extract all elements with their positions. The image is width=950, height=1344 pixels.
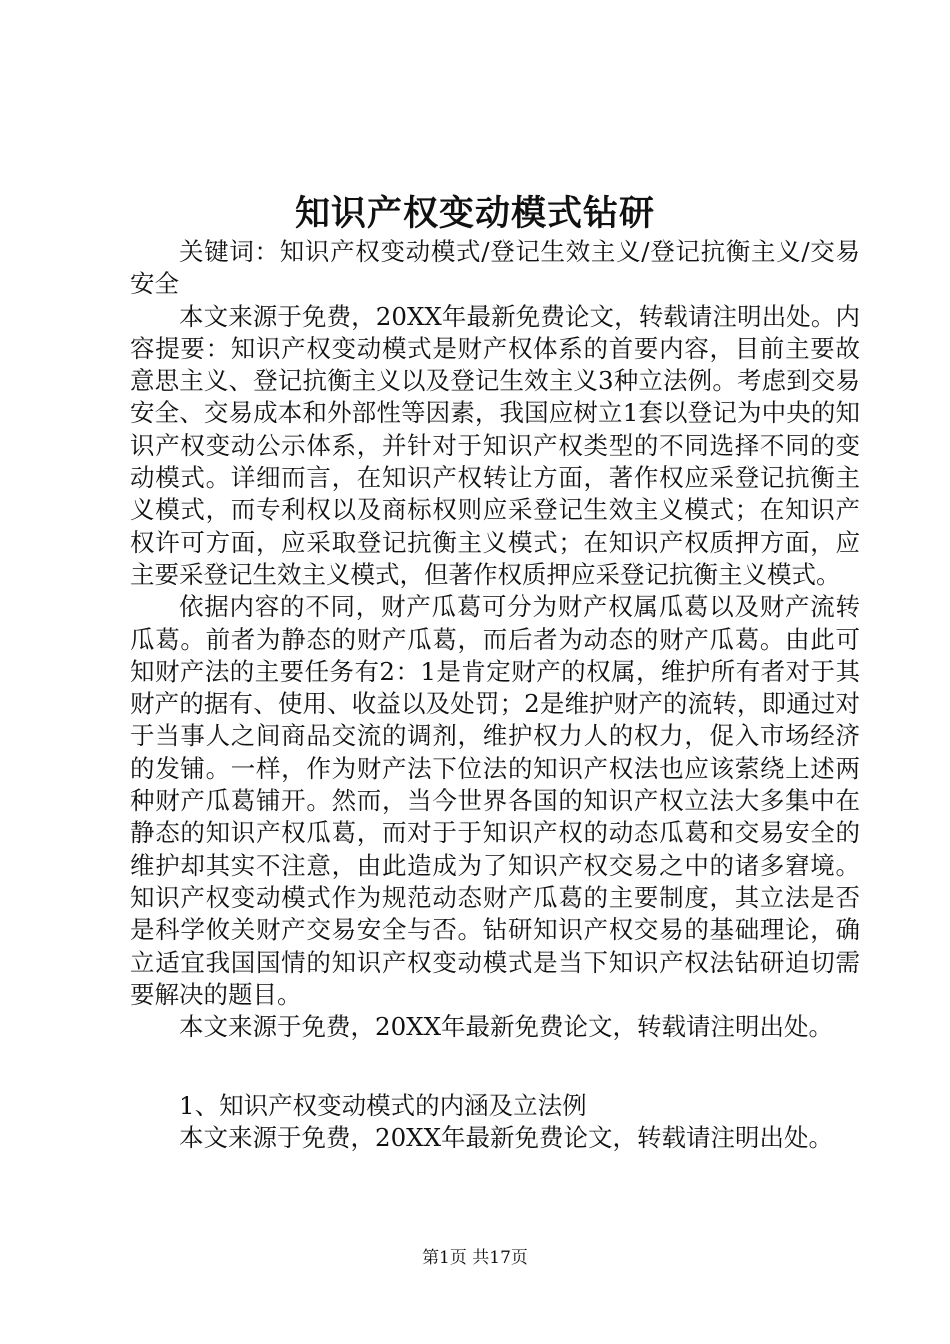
section-heading: 1、知识产权变动模式的内涵及立法例	[179, 1091, 587, 1120]
closing-source-note: 本文来源于免费，20XX年最新免费论文，转载请注明出处。	[179, 1123, 834, 1153]
document-title: 知识产权变动模式钻研	[294, 193, 655, 234]
document-body	[130, 236, 860, 1043]
keywords-paragraph: 关键词：知识产权变动模式/登记生效主义/登记抗衡主义/交易安全	[130, 237, 860, 299]
body-paragraph: 依据内容的不同，财产瓜葛可分为财产权属瓜葛以及财产流转瓜葛。前者为静态的财产瓜葛，而后者为动态的财产瓜葛。由此可知财产法的主要任务有2：1是肯定财产的权属，维护所有者对于其财产的据有、使用、收益以及处罚；2是维护财产的流转，即通过对于当事人之间商品交流的调剂，维护权力人的权力，促入市场经济的发铺。一样，作为财产法下位法的知识产权法也应该萦绕上述两种财产瓜葛铺开。然而，当今世界各国的知识产权立法大多集中在静态的知识产权瓜葛，而对于于知识产权的动态瓜葛和交易安全的维护却其实不注意，由此造成为了知识产权交易之中的诸多窘境。知识产权变动模式作为规范动态财产瓜葛的主要制度，其立法是否是科学攸关财产交易安全与否。钻研知识产权交易的基础理论，确立适宜我国国情的知识产权变动模式是当下知识产权法钻研迫切需要解决的题目。	[130, 592, 860, 1009]
abstract-paragraph: 本文来源于免费，20XX年最新免费论文，转载请注明出处。内容提要：知识产权变动模式是财产权体系的首要内容，目前主要故意思主义、登记抗衡主义以及登记生效主义3种立法例。考虑到交易安全、交易成本和外部性等因素，我国应树立1套以登记为中央的知识产权变动公示体系，并针对于知识产权类型的不同选择不同的变动模式。详细而言，在知识产权转让方面，著作权应采登记抗衡主义模式，而专利权以及商标权则应采登记生效主义模式；在知识产权许可方面，应采取登记抗衡主义模式；在知识产权质押方面，应主要采登记生效主义模式，但著作权质押应采登记抗衡主义模式。	[130, 301, 860, 589]
page-footer: 第1页 共17页	[422, 1248, 528, 1268]
source-note-paragraph: 本文来源于免费，20XX年最新免费论文，转载请注明出处。	[179, 1012, 834, 1042]
section-block	[130, 1090, 860, 1155]
